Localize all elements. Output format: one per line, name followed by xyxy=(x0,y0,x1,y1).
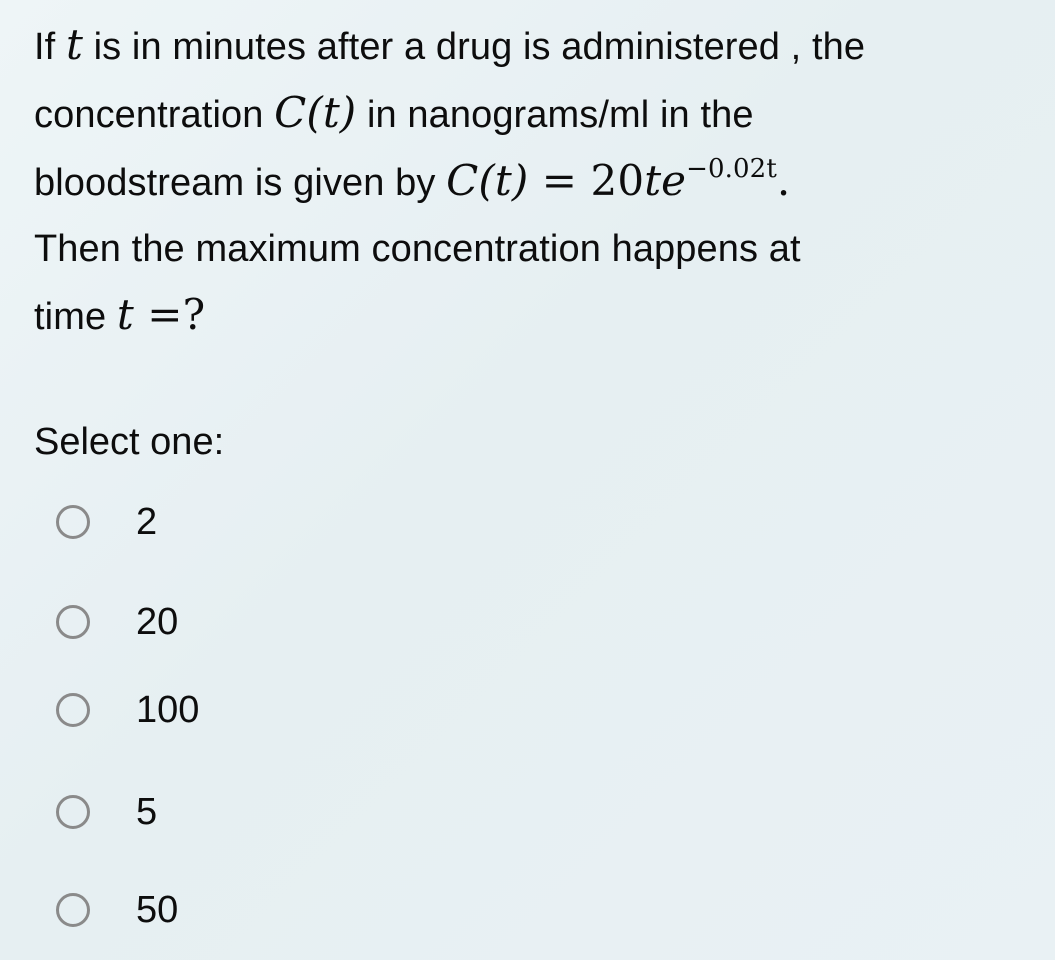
radio-button-icon[interactable] xyxy=(56,795,90,829)
question-line-2 xyxy=(34,80,1034,148)
select-one-label: Select one: xyxy=(34,421,225,463)
question-text-fragment: time xyxy=(34,296,117,338)
question-line-5 xyxy=(34,282,1034,350)
radio-button-icon[interactable] xyxy=(56,693,90,727)
math-equals-coefficient: = 20 xyxy=(528,156,645,205)
radio-button-icon[interactable] xyxy=(56,505,90,539)
math-function-c-of-t: C(t) xyxy=(446,156,529,205)
answer-option-3[interactable] xyxy=(56,686,199,734)
question-text-fragment: bloodstream is given by xyxy=(34,162,447,204)
question-text-fragment: in nanograms/ml in the xyxy=(356,94,754,136)
question-text-fragment: concentration xyxy=(34,94,275,136)
answer-option-2[interactable] xyxy=(56,598,178,646)
answer-option-label: 50 xyxy=(136,889,179,931)
radio-button-icon[interactable] xyxy=(56,605,90,639)
math-exponent: −0.02t xyxy=(686,154,777,184)
answer-option-5[interactable] xyxy=(56,886,178,934)
math-function-c-of-t: C(t) xyxy=(274,88,357,137)
math-variable-te: te xyxy=(644,156,687,205)
math-variable-t: t xyxy=(116,290,134,339)
answer-option-label: 100 xyxy=(136,689,200,731)
answer-option-label: 2 xyxy=(136,501,158,543)
answer-option-4[interactable] xyxy=(56,788,157,836)
question-text xyxy=(34,12,1034,350)
answer-option-label: 20 xyxy=(136,601,179,643)
question-text-fragment: If xyxy=(34,26,66,68)
question-text-fragment: is in minutes after a drug is administered , the xyxy=(82,26,866,68)
math-period: . xyxy=(776,156,791,205)
math-variable-t: t xyxy=(65,20,83,69)
math-equals-question: =? xyxy=(133,290,206,339)
answer-option-1[interactable] xyxy=(56,498,157,546)
question-line-4: Then the maximum concentration happens at xyxy=(34,228,801,270)
answer-option-label: 5 xyxy=(136,791,158,833)
radio-button-icon[interactable] xyxy=(56,893,90,927)
question-line-1 xyxy=(34,12,1034,80)
question-line-3 xyxy=(34,148,1034,216)
